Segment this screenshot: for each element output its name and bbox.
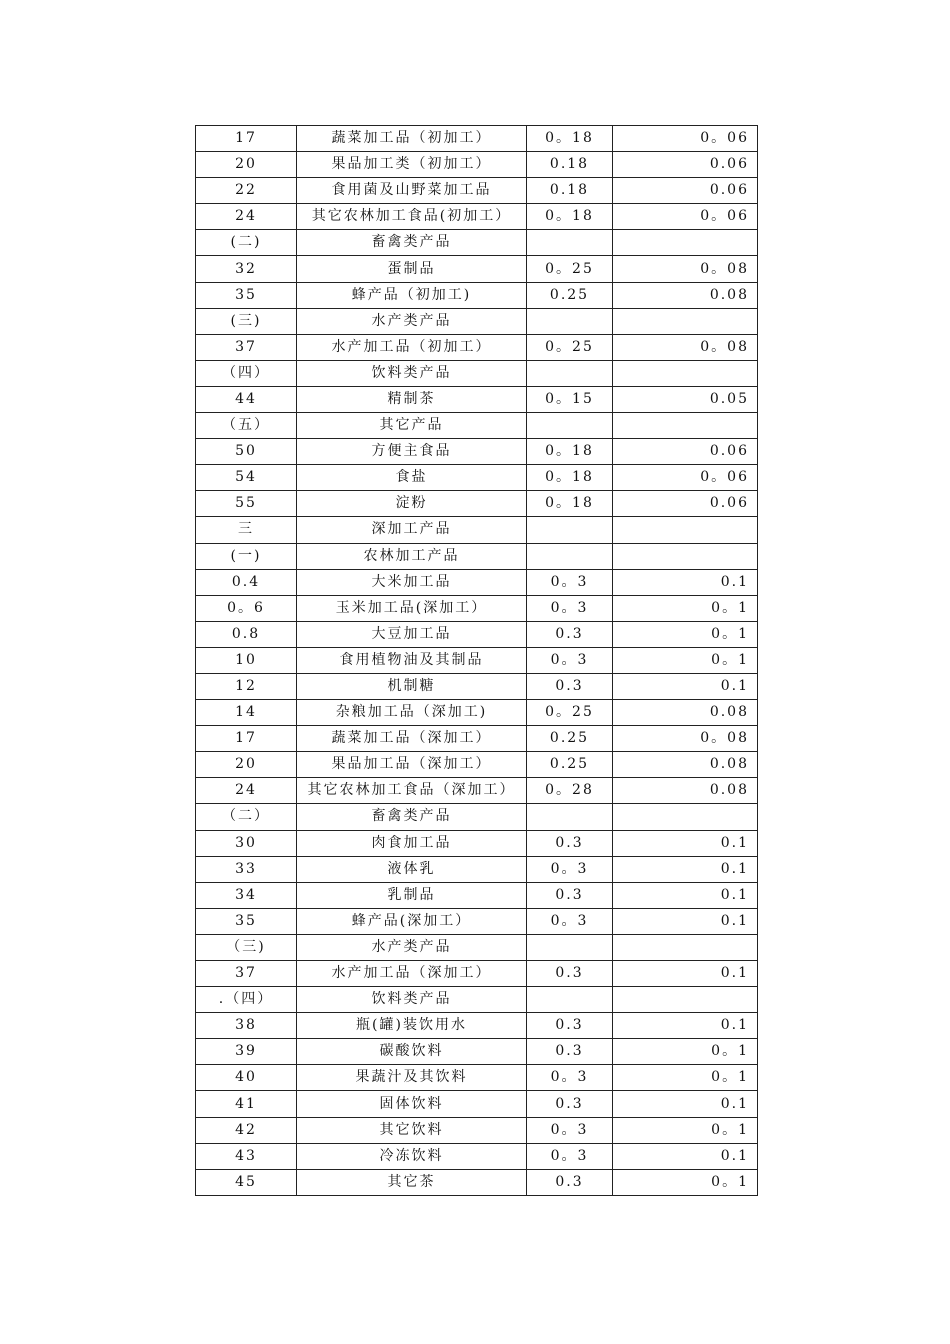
row-value-2: 0。1 [613, 621, 758, 647]
row-value-1: 0。18 [527, 439, 613, 465]
row-value-1: 0。25 [527, 256, 613, 282]
row-value-2 [613, 413, 758, 439]
row-code: 20 [196, 752, 297, 778]
row-value-2 [613, 360, 758, 386]
row-value-1: 0。18 [527, 126, 613, 152]
row-value-1: 0。3 [527, 1143, 613, 1169]
row-value-1 [527, 804, 613, 830]
row-code: .（四） [196, 987, 297, 1013]
row-code: （三) [196, 934, 297, 960]
table-row [196, 1143, 758, 1169]
row-value-1: 0.3 [527, 1039, 613, 1065]
row-code: 50 [196, 439, 297, 465]
row-value-1: 0.25 [527, 282, 613, 308]
row-value-1: 0.18 [527, 178, 613, 204]
row-value-2: 0.08 [613, 778, 758, 804]
row-name: 蛋制品 [297, 256, 527, 282]
row-name: 食盐 [297, 465, 527, 491]
row-code: 39 [196, 1039, 297, 1065]
row-code: (二) [196, 230, 297, 256]
row-value-1: 0。15 [527, 386, 613, 412]
row-value-2: 0.06 [613, 178, 758, 204]
row-value-1: 0.3 [527, 1013, 613, 1039]
fee-table-body [196, 126, 758, 1196]
row-value-1: 0.3 [527, 830, 613, 856]
row-value-2: 0.1 [613, 1091, 758, 1117]
row-code: 0.4 [196, 569, 297, 595]
row-value-1: 0。28 [527, 778, 613, 804]
row-code: (三) [196, 308, 297, 334]
row-name: 杂粮加工品（深加工) [297, 700, 527, 726]
table-row [196, 987, 758, 1013]
row-name: 淀粉 [297, 491, 527, 517]
row-value-1: 0。3 [527, 647, 613, 673]
row-code: 17 [196, 726, 297, 752]
row-code: 54 [196, 465, 297, 491]
row-value-2 [613, 517, 758, 543]
row-value-1: 0.25 [527, 752, 613, 778]
table-row [196, 778, 758, 804]
row-value-2 [613, 987, 758, 1013]
row-value-1: 0.3 [527, 882, 613, 908]
row-value-1: 0。25 [527, 334, 613, 360]
row-name: 碳酸饮料 [297, 1039, 527, 1065]
row-code: 38 [196, 1013, 297, 1039]
table-row [196, 152, 758, 178]
row-name: 水产加工品（初加工） [297, 334, 527, 360]
row-name: 玉米加工品(深加工） [297, 595, 527, 621]
row-value-2: 0。06 [613, 204, 758, 230]
row-value-2: 0。1 [613, 1039, 758, 1065]
row-name: 果蔬汁及其饮料 [297, 1065, 527, 1091]
row-value-1: 0.3 [527, 1091, 613, 1117]
row-name: 冷冻饮料 [297, 1143, 527, 1169]
row-value-1 [527, 308, 613, 334]
row-value-1 [527, 934, 613, 960]
table-row [196, 204, 758, 230]
row-value-1 [527, 230, 613, 256]
table-row [196, 908, 758, 934]
row-code: 33 [196, 856, 297, 882]
table-row [196, 413, 758, 439]
row-name: 农林加工产品 [297, 543, 527, 569]
table-row [196, 517, 758, 543]
table-row [196, 961, 758, 987]
row-name: 蔬菜加工品（深加工） [297, 726, 527, 752]
row-name: 蜂产品（初加工) [297, 282, 527, 308]
row-name: 精制茶 [297, 386, 527, 412]
row-value-1: 0。3 [527, 908, 613, 934]
row-code: 44 [196, 386, 297, 412]
row-value-1: 0.25 [527, 726, 613, 752]
row-value-1: 0。18 [527, 204, 613, 230]
table-row [196, 1065, 758, 1091]
table-row [196, 882, 758, 908]
row-code: 24 [196, 778, 297, 804]
table-row [196, 569, 758, 595]
row-name: 畜禽类产品 [297, 230, 527, 256]
row-value-2: 0。1 [613, 1169, 758, 1195]
row-name: 其它农林加工食品(初加工） [297, 204, 527, 230]
row-code: 43 [196, 1143, 297, 1169]
row-value-1: 0。3 [527, 1117, 613, 1143]
row-value-1: 0.3 [527, 961, 613, 987]
row-code: 41 [196, 1091, 297, 1117]
row-code: 0。6 [196, 595, 297, 621]
table-row [196, 308, 758, 334]
row-code: 34 [196, 882, 297, 908]
row-code: 10 [196, 647, 297, 673]
row-name: 其它饮料 [297, 1117, 527, 1143]
table-row [196, 230, 758, 256]
row-value-1: 0。18 [527, 465, 613, 491]
row-value-2: 0.08 [613, 700, 758, 726]
row-value-2: 0。1 [613, 1117, 758, 1143]
row-value-2: 0。1 [613, 595, 758, 621]
row-value-1: 0。3 [527, 569, 613, 595]
row-value-1 [527, 987, 613, 1013]
row-name: 饮料类产品 [297, 360, 527, 386]
row-value-1: 0。3 [527, 856, 613, 882]
table-row [196, 334, 758, 360]
table-row [196, 673, 758, 699]
row-value-2: 0.08 [613, 282, 758, 308]
row-value-2: 0。08 [613, 256, 758, 282]
table-row [196, 1169, 758, 1195]
table-row [196, 752, 758, 778]
row-value-2 [613, 543, 758, 569]
row-value-2: 0。1 [613, 647, 758, 673]
row-code: 37 [196, 334, 297, 360]
table-row [196, 1039, 758, 1065]
table-row [196, 439, 758, 465]
row-value-1: 0。18 [527, 491, 613, 517]
row-value-2 [613, 230, 758, 256]
row-code: 30 [196, 830, 297, 856]
row-name: 乳制品 [297, 882, 527, 908]
table-row [196, 621, 758, 647]
table-row [196, 360, 758, 386]
table-row [196, 830, 758, 856]
row-code: 42 [196, 1117, 297, 1143]
table-row [196, 282, 758, 308]
row-code: 55 [196, 491, 297, 517]
row-value-1: 0。25 [527, 700, 613, 726]
row-value-1 [527, 517, 613, 543]
row-value-2: 0.06 [613, 152, 758, 178]
row-value-2: 0.1 [613, 830, 758, 856]
fee-table [195, 125, 758, 1196]
row-name: 果品加工品（深加工） [297, 752, 527, 778]
table-row [196, 934, 758, 960]
table-row [196, 126, 758, 152]
table-row [196, 595, 758, 621]
row-code: 0.8 [196, 621, 297, 647]
table-row [196, 1013, 758, 1039]
row-value-2: 0。08 [613, 334, 758, 360]
row-value-1 [527, 543, 613, 569]
row-name: 大豆加工品 [297, 621, 527, 647]
row-value-2: 0.1 [613, 961, 758, 987]
row-value-2: 0。06 [613, 465, 758, 491]
row-name: 畜禽类产品 [297, 804, 527, 830]
table-row [196, 856, 758, 882]
row-value-1: 0.3 [527, 621, 613, 647]
table-row [196, 804, 758, 830]
row-value-2: 0.1 [613, 882, 758, 908]
row-value-2: 0.05 [613, 386, 758, 412]
row-name: 大米加工品 [297, 569, 527, 595]
row-name: 其它农林加工食品（深加工） [297, 778, 527, 804]
row-code: 37 [196, 961, 297, 987]
row-name: 水产加工品（深加工） [297, 961, 527, 987]
table-row [196, 178, 758, 204]
row-value-1: 0。3 [527, 595, 613, 621]
row-name: 果品加工类（初加工） [297, 152, 527, 178]
row-name: 机制糖 [297, 673, 527, 699]
row-value-2 [613, 308, 758, 334]
row-code: 32 [196, 256, 297, 282]
row-value-1: 0.18 [527, 152, 613, 178]
row-name: 深加工产品 [297, 517, 527, 543]
row-value-1 [527, 413, 613, 439]
row-name: 其它产品 [297, 413, 527, 439]
row-value-2: 0.1 [613, 673, 758, 699]
row-code: 14 [196, 700, 297, 726]
table-row [196, 1091, 758, 1117]
row-value-2: 0.06 [613, 439, 758, 465]
row-code: (一) [196, 543, 297, 569]
row-code: 22 [196, 178, 297, 204]
table-row [196, 647, 758, 673]
table-row [196, 465, 758, 491]
table-row [196, 543, 758, 569]
table-row [196, 386, 758, 412]
row-value-1: 0。3 [527, 1065, 613, 1091]
row-value-2: 0.1 [613, 569, 758, 595]
row-code: （五） [196, 413, 297, 439]
row-name: 食用菌及山野菜加工品 [297, 178, 527, 204]
table-row [196, 256, 758, 282]
row-name: 蔬菜加工品（初加工） [297, 126, 527, 152]
row-value-2 [613, 934, 758, 960]
row-value-2: 0。08 [613, 726, 758, 752]
row-value-2 [613, 804, 758, 830]
table-row [196, 700, 758, 726]
row-code: 35 [196, 908, 297, 934]
row-code: 12 [196, 673, 297, 699]
row-code: 三 [196, 517, 297, 543]
row-value-2: 0.1 [613, 1013, 758, 1039]
row-value-2: 0.1 [613, 1143, 758, 1169]
row-name: 液体乳 [297, 856, 527, 882]
table-row [196, 491, 758, 517]
row-value-1 [527, 360, 613, 386]
row-code: 45 [196, 1169, 297, 1195]
row-name: 蜂产品(深加工） [297, 908, 527, 934]
row-value-2: 0.08 [613, 752, 758, 778]
row-code: 35 [196, 282, 297, 308]
row-value-2: 0。1 [613, 1065, 758, 1091]
row-code: （二） [196, 804, 297, 830]
row-name: 固体饮料 [297, 1091, 527, 1117]
row-value-2: 0.1 [613, 908, 758, 934]
table-row [196, 726, 758, 752]
row-value-2: 0。06 [613, 126, 758, 152]
row-name: 水产类产品 [297, 308, 527, 334]
row-code: 17 [196, 126, 297, 152]
row-name: 水产类产品 [297, 934, 527, 960]
row-code: 24 [196, 204, 297, 230]
row-code: 20 [196, 152, 297, 178]
row-value-1: 0.3 [527, 1169, 613, 1195]
row-value-1: 0.3 [527, 673, 613, 699]
row-value-2: 0.1 [613, 856, 758, 882]
row-name: 饮料类产品 [297, 987, 527, 1013]
row-name: 瓶(罐)装饮用水 [297, 1013, 527, 1039]
row-name: 肉食加工品 [297, 830, 527, 856]
row-code: （四） [196, 360, 297, 386]
row-name: 其它茶 [297, 1169, 527, 1195]
row-name: 方便主食品 [297, 439, 527, 465]
row-name: 食用植物油及其制品 [297, 647, 527, 673]
row-value-2: 0.06 [613, 491, 758, 517]
table-row [196, 1117, 758, 1143]
row-code: 40 [196, 1065, 297, 1091]
